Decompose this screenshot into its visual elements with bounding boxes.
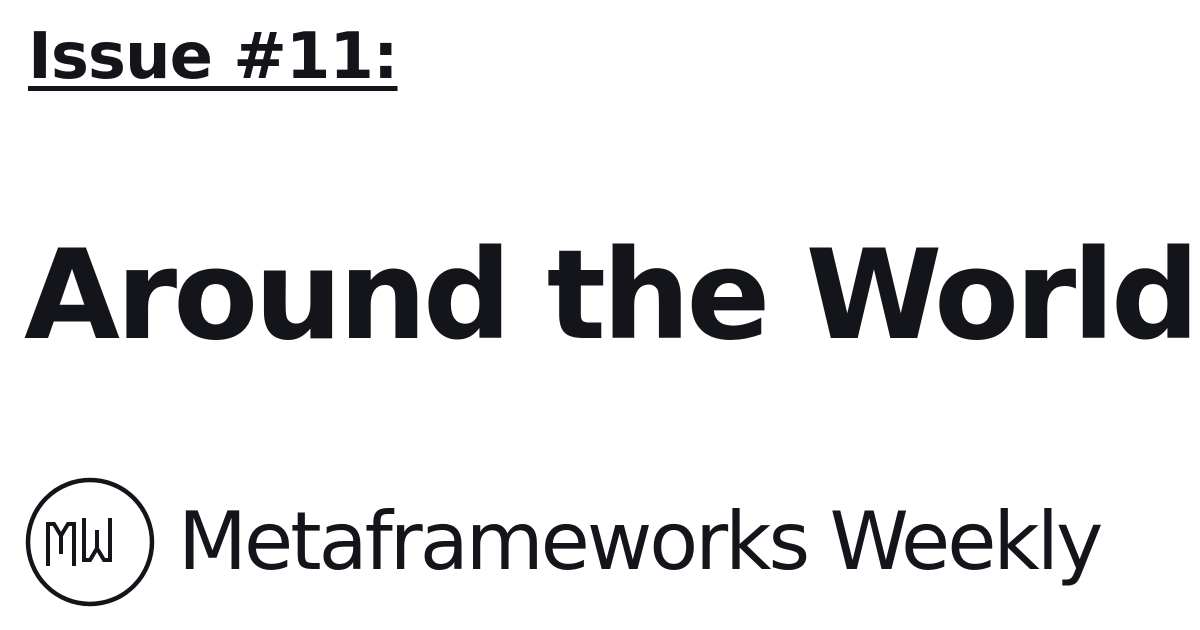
- mw-logo-icon: [24, 476, 156, 608]
- brand-name: Metaframeworks Weekly: [178, 495, 1101, 588]
- brand-lockup: [24, 474, 1100, 610]
- issue-number-heading: Issue #11:: [28, 20, 398, 94]
- issue-title: Around the World: [24, 224, 1196, 368]
